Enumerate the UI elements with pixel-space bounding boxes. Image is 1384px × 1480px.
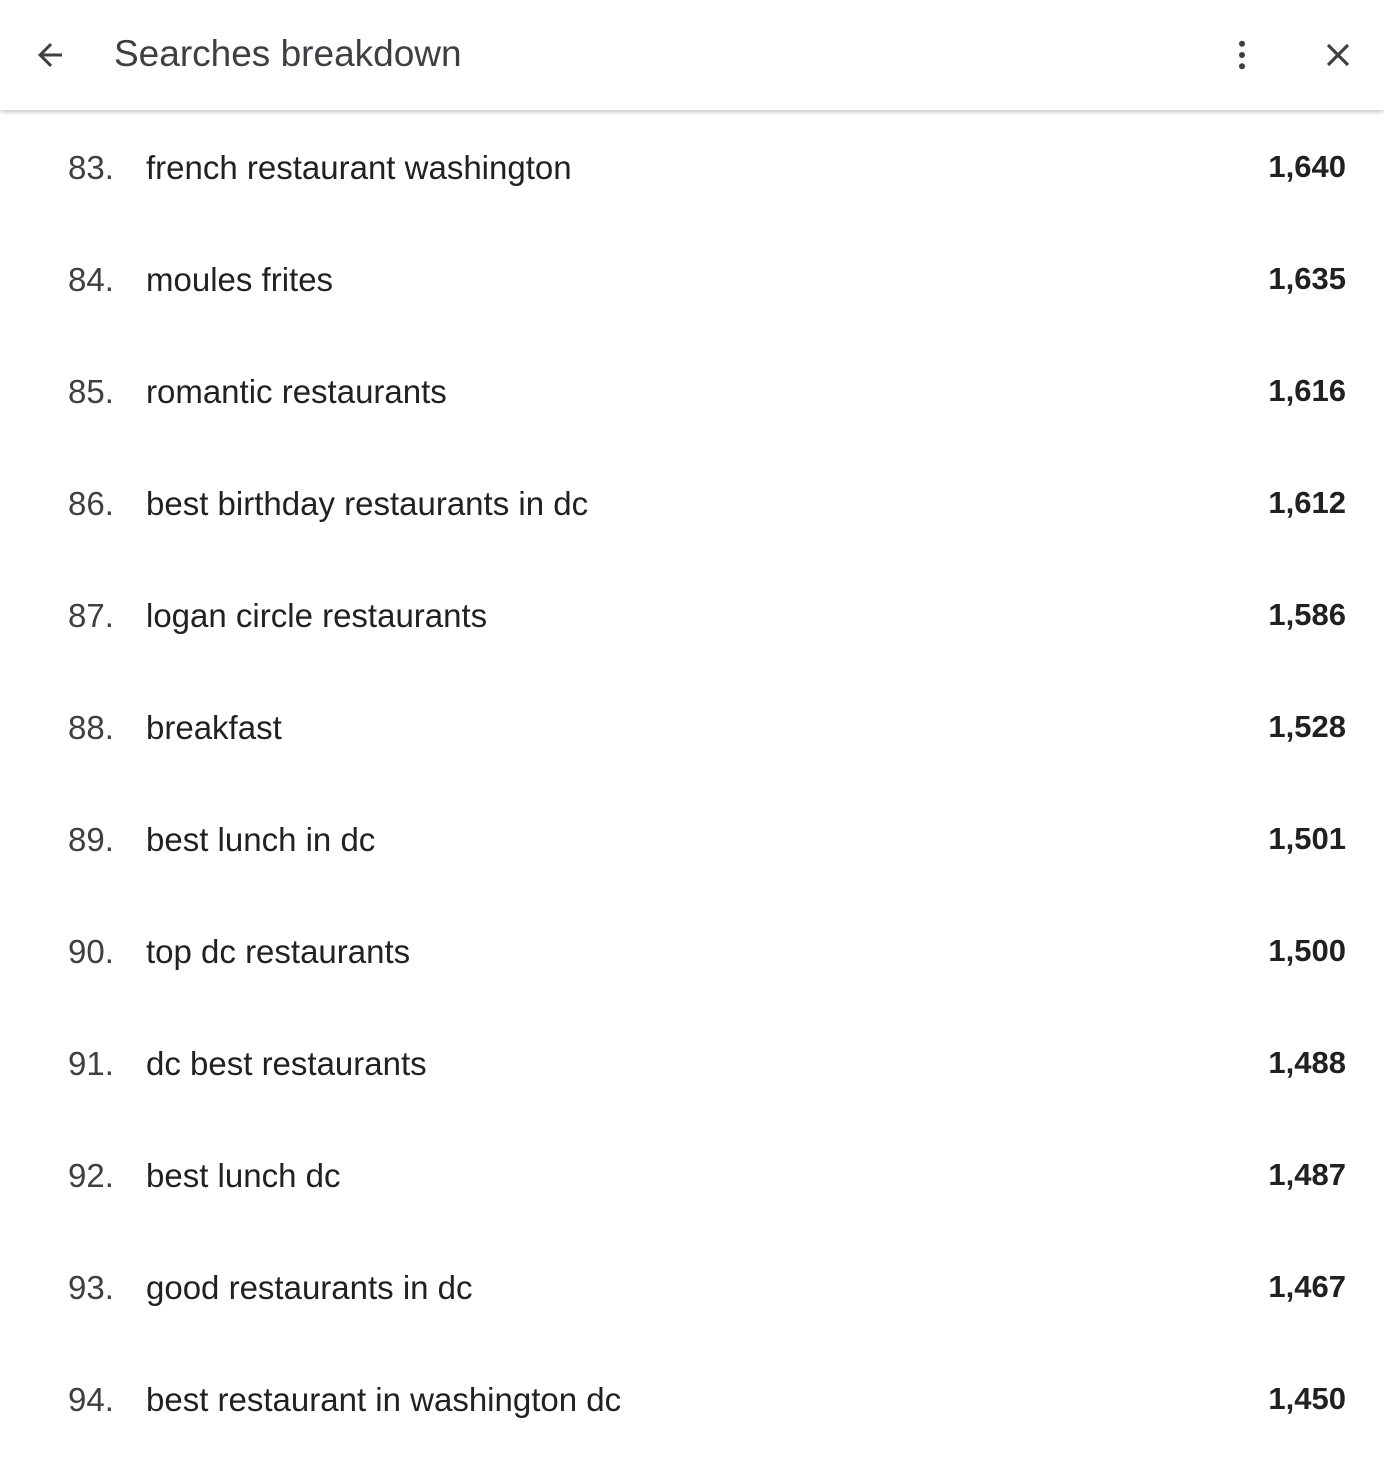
search-count: 1,500 — [1268, 933, 1346, 968]
search-count: 1,640 — [1268, 149, 1346, 184]
more-vert-icon — [1224, 37, 1260, 73]
arrow-back-icon — [32, 37, 68, 73]
rank-number: 90. — [68, 933, 114, 970]
search-count: 1,635 — [1268, 261, 1346, 296]
search-count: 1,612 — [1268, 485, 1346, 520]
rank-number: 92. — [68, 1157, 114, 1194]
search-query: logan circle restaurants — [146, 597, 488, 634]
rank-number: 83. — [68, 149, 114, 186]
search-query: top dc restaurants — [146, 933, 411, 970]
search-row — [0, 1232, 1384, 1344]
search-row — [0, 896, 1384, 1008]
search-query: breakfast — [146, 709, 282, 746]
search-row — [0, 448, 1384, 560]
search-row — [0, 560, 1384, 672]
back-button[interactable] — [18, 23, 82, 87]
close-button[interactable] — [1306, 23, 1370, 87]
search-count: 1,450 — [1268, 1381, 1346, 1416]
dialog-header — [0, 0, 1384, 110]
search-query: romantic restaurants — [146, 373, 447, 410]
search-query: best birthday restaurants in dc — [146, 485, 589, 522]
search-row — [0, 1120, 1384, 1232]
search-query: best lunch dc — [146, 1157, 341, 1194]
search-query: good restaurants in dc — [146, 1269, 473, 1306]
search-query: dc best restaurants — [146, 1045, 427, 1082]
rank-number: 93. — [68, 1269, 114, 1306]
rank-number: 87. — [68, 597, 114, 634]
rank-number: 85. — [68, 373, 114, 410]
search-count: 1,487 — [1268, 1157, 1346, 1192]
search-query: moules frites — [146, 261, 334, 298]
search-count: 1,586 — [1268, 597, 1346, 632]
search-count: 1,467 — [1268, 1269, 1346, 1304]
rank-number: 88. — [68, 709, 114, 746]
search-query: french restaurant washington — [146, 149, 572, 186]
rank-number: 89. — [68, 821, 114, 858]
search-row — [0, 224, 1384, 336]
search-row — [0, 112, 1384, 224]
rank-number: 91. — [68, 1045, 114, 1082]
page-title: Searches breakdown — [114, 33, 462, 74]
search-query: best restaurant in washington dc — [146, 1381, 622, 1418]
rank-number: 94. — [68, 1381, 114, 1418]
search-query: best lunch in dc — [146, 821, 376, 858]
rank-number: 86. — [68, 485, 114, 522]
search-row — [0, 1344, 1384, 1456]
more-options-button[interactable] — [1210, 23, 1274, 87]
search-count: 1,501 — [1268, 821, 1346, 856]
search-row — [0, 784, 1384, 896]
search-row — [0, 1008, 1384, 1120]
search-count: 1,528 — [1268, 709, 1346, 744]
searches-list — [0, 112, 1384, 1456]
search-count: 1,488 — [1268, 1045, 1346, 1080]
search-row — [0, 672, 1384, 784]
search-row — [0, 336, 1384, 448]
close-icon — [1319, 36, 1357, 74]
rank-number: 84. — [68, 261, 114, 298]
search-count: 1,616 — [1268, 373, 1346, 408]
